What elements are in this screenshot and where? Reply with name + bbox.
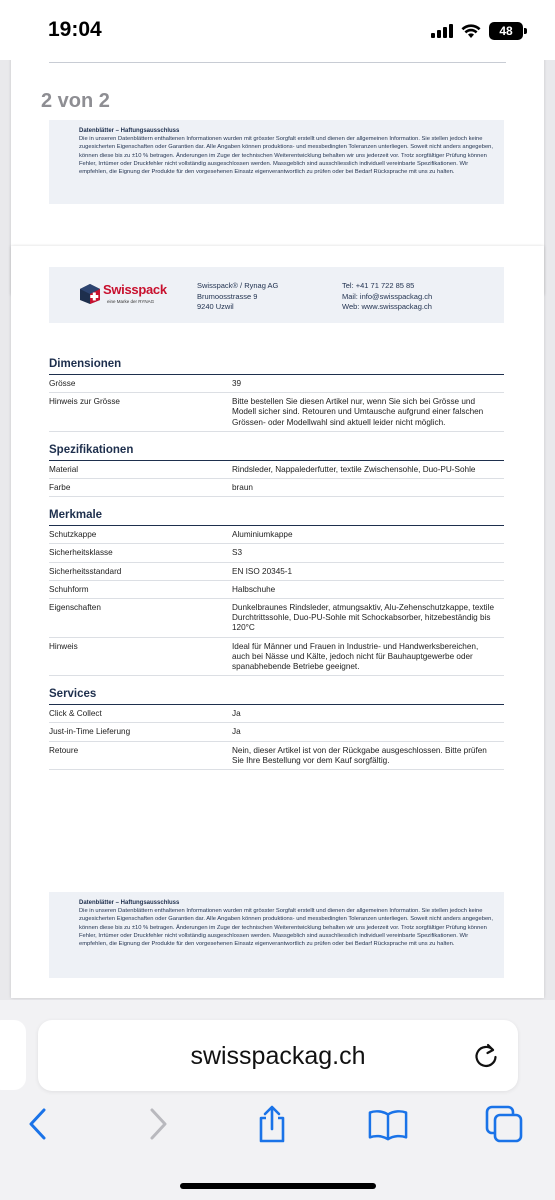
home-indicator [180, 1183, 376, 1189]
spec-row [49, 375, 504, 393]
spec-label: Eigenschaften [49, 603, 101, 613]
section-spezifikationen [49, 442, 504, 497]
spec-row [49, 393, 504, 432]
disclaimer-box [49, 892, 504, 978]
browser-toolbar [0, 1100, 555, 1150]
spec-label: Grösse [49, 379, 76, 388]
spec-row [49, 638, 504, 677]
company-line: Brumoosstrasse 9 [197, 291, 258, 301]
section-services [49, 686, 504, 770]
share-icon [255, 1104, 289, 1144]
contact-email: Mail: info@swisspackag.ch [342, 291, 433, 301]
disclaimer-title: Datenblätter – Haftungsausschluss [79, 128, 180, 134]
bookmarks-button[interactable] [368, 1104, 408, 1144]
section-spacer [49, 676, 504, 686]
spec-label: Sicherheitsstandard [49, 566, 122, 576]
chevron-right-icon [147, 1107, 169, 1141]
spec-value: braun [232, 483, 253, 493]
reload-icon[interactable] [472, 1042, 500, 1070]
section-merkmale [49, 507, 504, 676]
spec-row [49, 563, 504, 581]
spec-label: Material [49, 464, 79, 474]
address-bar[interactable] [38, 1020, 518, 1091]
tabs-icon [484, 1104, 524, 1144]
wifi-icon [461, 24, 481, 39]
spec-label: Just-in-Time Lieferung [49, 727, 131, 737]
spec-value: Nein, dieser Artikel ist von der Rückgabe ausgeschlossen. Bitte prüfen Sie Ihre Bestellung vor dem Kauf sorgfältig. [232, 745, 487, 765]
spec-row [49, 581, 504, 599]
company-address [197, 281, 278, 313]
section-title: Dimensionen [49, 356, 504, 375]
spec-value: Rindsleder, Nappalederfutter, textile Zwischensohle, Duo-PU-Sohle [232, 464, 476, 474]
spec-label: Hinweis zur Grösse [49, 397, 120, 407]
spec-row [49, 705, 504, 723]
spec-row [49, 599, 504, 638]
spec-label: Farbe [49, 483, 71, 493]
spec-label: Schuhform [49, 584, 89, 594]
spec-row [49, 526, 504, 544]
spec-value: Ideal für Männer und Frauen in Industrie- und Handwerksbereichen, auch bei Nässe und Kälte, jedoch nicht für Bauhauptgewerbe oder spanabhebende Betriebe geeignet. [232, 641, 479, 672]
spec-label: Retoure [49, 745, 79, 755]
forward-button[interactable] [138, 1104, 178, 1144]
status-bar [0, 0, 555, 60]
spec-label: Click & Collect [49, 709, 102, 719]
logo-tagline: eine Marke der RYNAG [107, 299, 155, 304]
section-title: Merkmale [49, 507, 504, 526]
spec-row [49, 461, 504, 479]
swisspack-logo [79, 281, 177, 311]
pdf-page-2 [11, 246, 544, 998]
disclaimer-text: Die in unseren Datenblättern enthaltenen Informationen wurden mit grösster Sorgfalt erstellt und dienen der allgemeinen Information. Sie stellen jedoch keine zugesicherten Eigenschaften oder Garantien dar. Alle Angaben können produktions- und messbedingten Toleranzen unterliegen. Soweit nicht anders angegeben, können diese bis zu ±10 % betragen. Änderungen im Zuge der technischen Weiterentwicklung behalten wir uns jederzeit vor. Trotz sorgfältiger Prüfung können Fehler, Irrtümer oder Druckfehler nicht vollständig ausgeschlossen werden. Massgeblich sind ausschliesslich individuell vereinbarte Spezifikationen. Wir empfehlen, die Eignung der Produkte für den vorgesehenen Einsatz eigenverantwortlich zu prüfen oder bei Bedarf Rücksprache mit uns zu halten. [79, 908, 494, 948]
disclaimer-text: Die in unseren Datenblättern enthaltenen Informationen wurden mit grösster Sorgfalt erstellt und dienen der allgemeinen Information. Sie stellen jedoch keine zugesicherten Eigenschaften oder Garantien dar. Alle Angaben können produktions- und messbedingten Toleranzen unterliegen. Soweit nicht anders angegeben, können diese bis zu ±10 % betragen. Änderungen im Zuge der technischen Weiterentwicklung behalten wir uns jederzeit vor. Trotz sorgfältiger Prüfung können Fehler, Irrtümer oder Druckfehler nicht vollständig ausgeschlossen werden. Massgeblich sind ausschliesslich individuell vereinbarte Spezifikationen. Wir empfehlen, die Eignung der Produkte für den vorgesehenen Einsatz eigenverantwortlich zu prüfen oder bei Bedarf Rücksprache mit uns zu halten. [79, 136, 494, 176]
section-title: Services [49, 686, 504, 705]
spec-row [49, 723, 504, 741]
spec-value: 39 [232, 379, 242, 388]
spec-value: EN ISO 20345-1 [232, 566, 293, 576]
tabs-button[interactable] [484, 1104, 524, 1144]
disclaimer-title: Datenblätter – Haftungsausschluss [79, 900, 180, 906]
section-dimensionen [49, 356, 504, 432]
spec-row [49, 544, 504, 562]
spec-value: Dunkelbraunes Rindsleder, atmungsaktiv, Alu-Zehenschutzkappe, textile Durchtrittssohle, Duo-PU-Sohle mit Schockabsorber, hitzebeständig bis 120°C [232, 603, 494, 633]
cellular-signal-icon [431, 24, 453, 38]
url-text[interactable]: swisspackag.ch [190, 1042, 366, 1070]
spec-value: Bitte bestellen Sie diesen Artikel nur, wenn Sie sich bei Grösse und Modell sicher sind. Retouren und Umtausche aufgrund einer falschen Grössen- oder Modellwahl sind aktuell leider nicht möglich. [232, 397, 484, 427]
status-icons [431, 20, 523, 42]
section-spacer [49, 432, 504, 442]
previous-tab-card[interactable] [0, 1020, 26, 1090]
spec-value: S3 [232, 548, 243, 558]
spec-label: Sicherheitsklasse [49, 548, 113, 558]
spec-row [49, 479, 504, 497]
logo-name: Swisspack [103, 282, 167, 297]
logo-cube-icon [79, 283, 101, 305]
divider [49, 62, 506, 63]
book-icon [368, 1107, 408, 1141]
spec-value: Ja [232, 709, 241, 719]
disclaimer-box [49, 120, 504, 204]
status-time: 19:04 [48, 18, 102, 41]
section-spacer [49, 497, 504, 507]
pdf-viewer[interactable] [0, 60, 555, 1015]
spec-label: Schutzkappe [49, 530, 97, 540]
browser-chrome [0, 1000, 555, 1200]
battery-icon: 48 [489, 22, 523, 40]
spec-row [49, 742, 504, 770]
document-header [49, 267, 504, 323]
company-line: Swisspack® / Rynag AG [197, 281, 279, 290]
company-line: 9240 Uzwil [197, 302, 234, 311]
spec-value: Ja [232, 727, 241, 737]
datasheet-content [49, 356, 504, 770]
share-button[interactable] [252, 1104, 292, 1144]
section-title: Spezifikationen [49, 442, 504, 461]
spec-label: Hinweis [49, 641, 78, 651]
company-contact [342, 281, 432, 313]
spec-value: Aluminiumkappe [232, 530, 293, 540]
contact-phone: Tel: +41 71 722 85 85 [342, 281, 415, 290]
page-counter: 2 von 2 [41, 90, 110, 112]
contact-web: Web: www.swisspackag.ch [342, 302, 432, 311]
back-button[interactable] [18, 1104, 58, 1144]
spec-value: Halbschuhe [232, 584, 276, 594]
chevron-left-icon [27, 1107, 49, 1141]
